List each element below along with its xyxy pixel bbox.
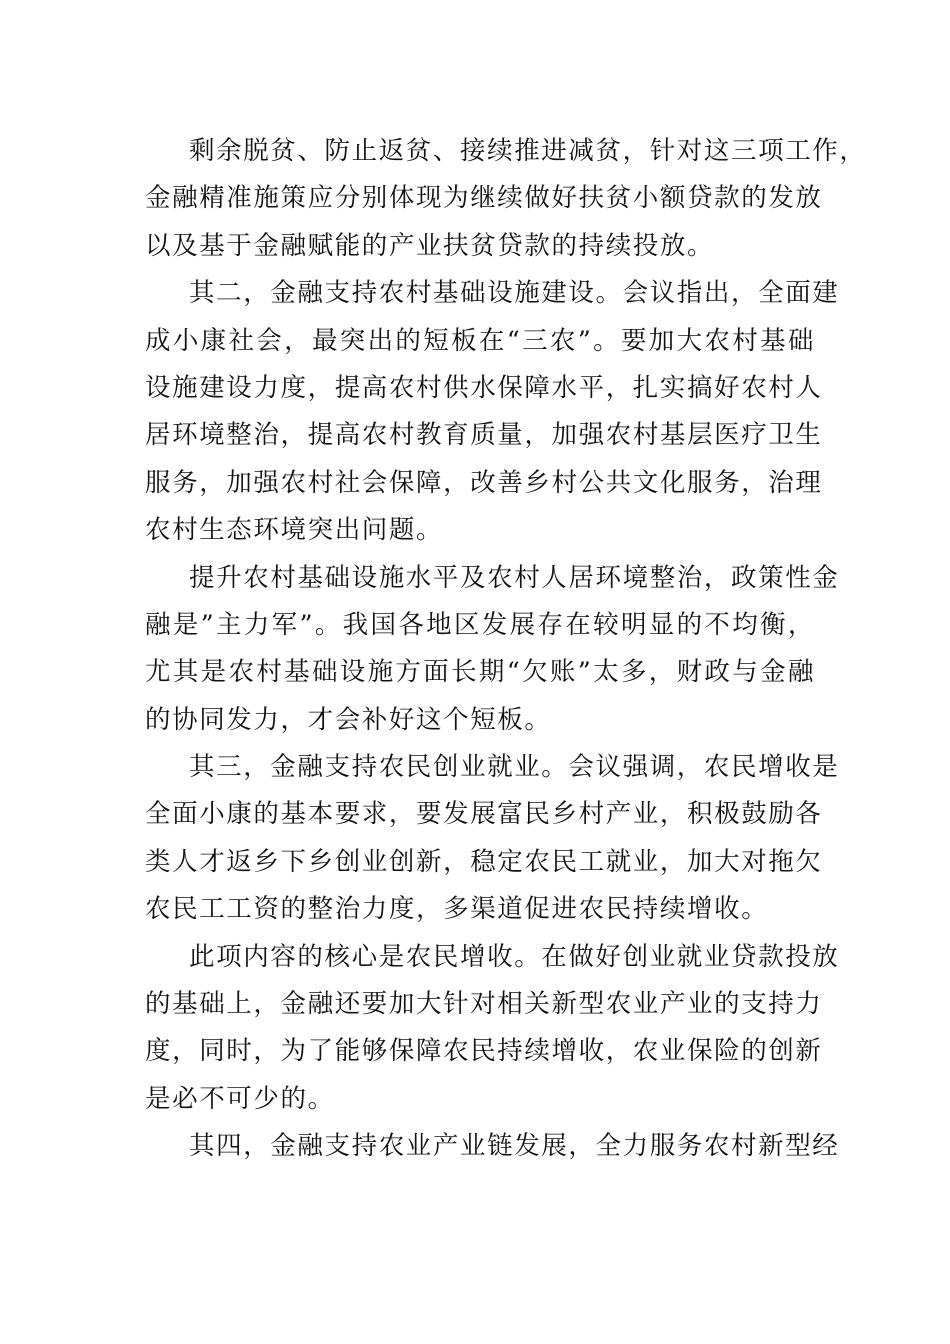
text-line: 农民工工资的整治力度，多渠道促进农民持续增收。 (145, 894, 769, 925)
text-line: 尤其是农村基础设施方面长期“欠账”太多，财政与金融 (145, 657, 815, 688)
paragraph (145, 1123, 840, 1170)
text-line: 金融精准施策应分别体现为继续做好扶贫小额贷款的发放 (145, 183, 823, 214)
text-line: 提升农村基础设施水平及农村人居环境整治，政策性金 (189, 562, 840, 593)
text-line: 以及基于金融赋能的产业扶贫贷款的持续投放。 (145, 230, 715, 261)
text-line: 类人才返乡下乡创业创新，稳定农民工就业，加大对拖欠 (145, 846, 823, 877)
text-line: 其四，金融支持农业产业链发展，全力服务农村新型经 (189, 1131, 840, 1162)
text-line: 成小康社会，最突出的短板在“三农”。要加大农村基础 (145, 325, 815, 356)
paragraph (145, 555, 840, 745)
text-line: 此项内容的核心是农民增收。在做好创业就业贷款投放 (189, 941, 840, 972)
paragraph (145, 128, 867, 270)
text-line: 的协同发力，才会补好这个短板。 (145, 704, 552, 735)
document-body (145, 128, 867, 1171)
text-line: 全面小康的基本要求，要发展富民乡村产业，积极鼓励各 (145, 799, 823, 830)
paragraph (145, 934, 840, 1124)
text-line: 的基础上，金融还要加大针对相关新型农业产业的支持力 (145, 989, 823, 1020)
paragraph (145, 270, 840, 554)
text-line: 融是”主力军”。我国各地区发展存在较明显的不均衡， (145, 609, 815, 640)
text-line: 剩余脱贫、防止返贫、接续推进减贫，针对这三项工作， (189, 136, 867, 166)
paragraph (145, 744, 840, 934)
text-line: 设施建设力度，提高农村供水保障水平，扎实搞好农村人 (145, 372, 823, 403)
text-line: 其二，金融支持农村基础设施建设。会议指出，全面建 (189, 278, 840, 309)
text-line: 服务，加强农村社会保障，改善乡村公共文化服务，治理 (145, 467, 823, 498)
text-line: 其三，金融支持农民创业就业。会议强调，农民增收是 (189, 752, 840, 783)
text-line: 度，同时，为了能够保障农民持续增收，农业保险的创新 (145, 1036, 823, 1067)
text-line: 居环境整治，提高农村教育质量，加强农村基层医疗卫生 (145, 420, 823, 451)
text-line: 是必不可少的。 (145, 1083, 335, 1114)
text-line: 农村生态环境突出问题。 (145, 515, 444, 546)
